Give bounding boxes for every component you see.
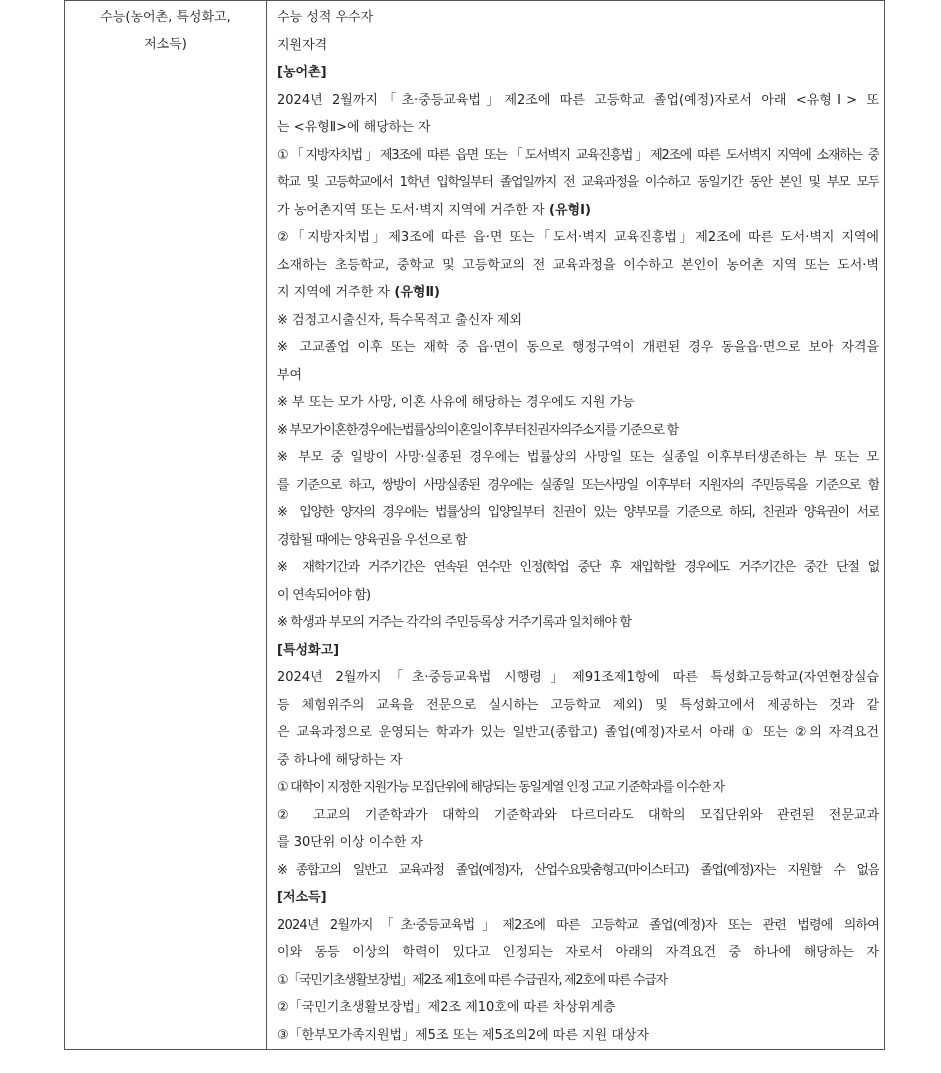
content-line (277, 444, 879, 472)
content-line (277, 829, 879, 857)
content-line (277, 664, 879, 692)
content-line (277, 224, 879, 252)
content-line-text: 2024년 2월까지「초·중등교육법」제2조에 따른 고등학교 졸업(예정)자 또는 관련 법령에 의하여 (277, 917, 879, 933)
content-line-text: ③「한부모가족지원법」제5조 또는 제5조의2에 따른 지원 대상자 (277, 1027, 649, 1043)
content-line-text: ①「국민기초생활보장법」제2조 제1호에 따른 수급권자, 제2호에 따른 수급자 (277, 972, 667, 988)
row-label-line: 저소득) (144, 37, 187, 52)
content-line-text: [특성화고] (277, 642, 340, 658)
content-line-text: 소재하는 초등학교, 중학교 및 고등학교의 전 교육과정을 이수하고 본인이 농어촌 지역 또는 도서·벽 (277, 257, 879, 273)
content-line (277, 307, 879, 335)
content-line-text: ※ 부모 중 일방이 사망·실종된 경우에는 법률상의 사망일 또는 실종일 이후부터생존하는 부 또는 모 (277, 450, 879, 465)
content-line-text: 지원자격 (277, 37, 328, 53)
content-line (277, 912, 879, 940)
content-line-text: 중 하나에 해당하는 자 (277, 752, 403, 768)
content-line-text: 를 기준으로 하고, 쌍방이 사망실종된 경우에는 실종일 또는사망일 이후부터 지원자의 주민등록을 기준으로 함 (277, 477, 879, 493)
content-line (277, 252, 879, 280)
content-line (277, 114, 879, 142)
content-line (277, 527, 879, 555)
content-line (277, 499, 879, 527)
content-line-text: ※ 학생과 부모의 거주는 각각의 주민등록상 거주기록과 일치해야 함 (277, 615, 632, 630)
content-line-text: [농어촌] (277, 65, 327, 80)
content-line (277, 197, 879, 225)
content-line-text: 은 교육과정으로 운영되는 학과가 있는 일반고(종합고) 졸업(예정)자로서 아래 ① 또는 ②의 자격요건 (277, 725, 879, 740)
content-line-text: [저소득] (277, 890, 327, 905)
content-line-text: 지 지역에 거주한 자 (277, 285, 390, 300)
content-line-text: ① 대학이 지정한 지원가능 모집단위에 해당되는 동일계열 인정 고교 기준학과를 이수한 자 (277, 780, 724, 795)
content-line (277, 774, 879, 802)
content-line (277, 87, 879, 115)
content-line (277, 1022, 879, 1050)
content-line-text: ※ 고교졸업 이후 또는 재학 중 읍·면이 동으로 행정구역이 개편된 경우 동을읍·면으로 보아 자격을 (277, 340, 879, 355)
content-line (277, 554, 879, 582)
content-line (277, 609, 879, 637)
content-line-text: ②「지방자치법」제3조에 따른 읍·면 또는「도서·벽지 교육진흥법」제2조에 따른 도서·벽지 지역에 (277, 230, 879, 245)
content-line (277, 994, 879, 1022)
content-line (277, 939, 879, 967)
section-heading (277, 637, 879, 665)
content-line (277, 802, 879, 830)
content-line-text: 등 체험위주의 교육을 전문으로 실시하는 고등학교 제외) 및 특성화고에서 제공하는 것과 같 (277, 697, 879, 713)
content-line-text: 수능 성적 우수자 (277, 10, 374, 25)
content-line-text: 이 연속되어야 함) (277, 587, 371, 603)
content-line-text: 학교 및 고등학교에서 1학년 입학일부터 졸업일까지 전 교육과정을 이수하고 동일기간 동안 본인 및 부모 모두 (277, 175, 879, 190)
content-line-text: 경합될 때에는 양육권을 우선으로 함 (277, 532, 467, 548)
section-heading (277, 884, 879, 912)
content-line-text: 2024년 2월까지「초·중등교육법 시행령」제91조제1항에 따른 특성화고등학교(자연현장실습 (277, 670, 879, 685)
type-marker: (유형Ⅰ) (544, 202, 591, 218)
content-line (277, 389, 879, 417)
content-line (277, 472, 879, 500)
content-line (277, 719, 879, 747)
type-marker: (유형Ⅱ) (389, 285, 440, 300)
content-line-text: ※ 재학기간과 거주기간은 연속된 연수만 인정(학업 중단 후 재입학할 경우에도 거주기간은 중간 단절 없 (277, 560, 879, 575)
content-line-text: ※ 부모가이혼한경우에는법률상의이혼일이후부터친권자의주소지를 기준으로 함 (277, 422, 678, 438)
content-line (277, 32, 879, 60)
content-line (277, 967, 879, 995)
content-line (277, 169, 879, 197)
row-label-line: 수능(농어촌, 특성화고, (100, 10, 231, 25)
content-line-text: ※종합고의 일반고 교육과정 졸업(예정)자, 산업수요맞춤형고(마이스터고) 졸업(예정)자는 지원할 수 없음 (277, 862, 879, 878)
content-line-text: 부여 (277, 367, 303, 383)
content-line (277, 279, 879, 307)
content-line-text: ②「국민기초생활보장법」제2조 제10호에 따른 차상위계층 (277, 1000, 616, 1015)
content-line-text: ※ 검정고시출신자, 특수목적고 출신자 제외 (277, 312, 523, 328)
content-line-text: ※ 입양한 양자의 경우에는 법률상의 입양일부터 친권이 있는 양부모를 기준으로 하되, 친권과 양육권이 서로 (277, 505, 879, 520)
content-line (277, 692, 879, 720)
content-line (277, 747, 879, 775)
eligibility-table (64, 0, 885, 1050)
row-label-cell (65, 1, 267, 1050)
content-line (277, 4, 879, 32)
content-cell (267, 1, 885, 1050)
content-line-text: 는 <유형Ⅱ>에 해당하는 자 (277, 120, 431, 135)
content-line-text: 를 30단위 이상 이수한 자 (277, 835, 424, 850)
content-line-text: 2024년 2월까지「초·중등교육법」제2조에 따른 고등학교 졸업(예정)자로서 아래 <유형Ⅰ> 또 (277, 92, 879, 108)
content-line (277, 417, 879, 445)
content-line-text: 이와 동등 이상의 학력이 있다고 인정되는 자로서 아래의 자격요건 중 하나에 해당하는 자 (277, 945, 879, 960)
content-line (277, 582, 879, 610)
content-line (277, 362, 879, 390)
content-line-text: ①「지방자치법」제3조에 따른 읍면 또는「도서벽지 교육진흥법」제2조에 따른 도서벽지 지역에 소재하는 중 (277, 147, 879, 163)
content-line (277, 857, 879, 885)
content-line-text: 가 농어촌지역 또는 도서·벽지 지역에 거주한 자 (277, 202, 545, 218)
content-line-text: ※ 부 또는 모가 사망, 이혼 사유에 해당하는 경우에도 지원 가능 (277, 395, 635, 410)
content-line (277, 334, 879, 362)
section-heading (277, 59, 879, 87)
table-row (65, 1, 885, 1050)
content-line (277, 142, 879, 170)
content-line-text: ② 고교의 기준학과가 대학의 기준학과와 다르더라도 대학의 모집단위와 관련된 전문교과 (277, 807, 879, 823)
